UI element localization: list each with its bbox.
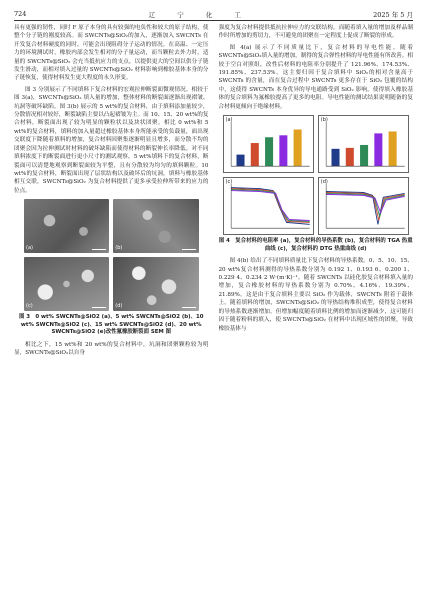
scale-bar — [92, 307, 106, 309]
thermal-conductivity-plot — [319, 116, 408, 172]
paragraph: 图 4(b) 给出了不同填料质量比下复合材料的导热系数。0、5、10、15、20 wt%复合材料测得的导热系数分别为 0.192 1、0.193 6、0.200 1、0.229 4、0.234 2 W·(m·K)⁻¹。随着 SWCNTs 以硅化胶复合材料填入量的增加，复合橡胶材料的导热系数分别为 0.70%、4.16%、19.39%、21.89%。这是由于复合填料主要以 SiO₂ 作为载体，SWCNTs 附着于载体上。随着填料的增加，SWCNTs@SiO₂ 的导热结构堆积成型，使得复合材料的导热系数逐渐增加。但增加幅度随着填料比例的增加而逐渐减少，这可能归因于随着粉料的填入，使 SWCNTs@SiO₂ 在材料中出现区域性的团聚，导致橡胶基体与 — [218, 258, 413, 332]
figure-4-caption: 图 4 复合材料的电阻率 (a)，复合材料的导热系数 (b)，复合材料的 TGA 热重曲线 (c)，复合材料的 DTG 热重曲线 (d) — [218, 238, 413, 252]
series-line — [231, 190, 310, 222]
panel-label: (a) — [225, 117, 233, 124]
paragraph: 相比之下，15 wt%和 20 wt%的复合材料中，坑洞和团聚颗粒较为明显，SWCNTs@SiO₂以自身 — [14, 341, 209, 357]
sem-image-grid — [14, 199, 209, 311]
panel-label: (c) — [26, 303, 33, 310]
bar — [346, 148, 354, 166]
paragraph: 图 3 分别展示了不同填料下复合材料的宏观拉伸断裂面微观情况。相较于图 3(a)，SWCNTs@SiO₂ 填入量的增加，整体材料的断裂面逐渐出现褶皱、坑洞等破坏缺陷。图 3(b) 展示的 5 wt%的复合材料，由于填料添加量较少，分散情况相对较好，断裂缺陷主要以凸起褶皱为主。而 10、15、20 wt%的复合材料，断裂面出现了较为明显的颗粒状以及块状团聚。相比 0 wt%和 5 wt%的复合材料，填料的加入量超过橡胶基体本身所能承受的负载量，面出现交联度下降随着填料的增加，复合材料因聚集逐渐明显且增多，而分散不均的团聚会因为拉伸测试时材料的破坏缺陷而使得材料的断裂伸长率降低。对不同填料浓度下的断裂面进行更小尺寸的测试观察，5 wt%填料下的复合材料，断裂面可以清楚地观察到断裂面较为平整，且有分散较为均匀的填料颗粒。10 wt%的复合材料，断裂面出现了层状结构以及破坏后的坑洞，填料与橡胶基体相互交联，SWCNTs@SiO₂ 为复合材料提供了更多承受拉伸所带来的应力的位点。 — [14, 86, 209, 194]
paragraph: 强度为复合材料提供抵抗拉伸应力的交联结构，而随着填入量的增加及样品制作时所增加的剪切力，不可避免的团聚在一定程度上促成了断裂的形成。 — [218, 25, 413, 40]
figure-3-caption: 图 3 0 wt% SWCNTs@SiO2 (a)、5 wt% SWCNTs@SiO2 (b)、10 wt% SWCNTs@SiO2 (c)、15 wt% SWCNTs@SiO2 (d)、20 wt% SWCNTs@SiO2 (e)改性氟橡胶断裂面 SEM 图 — [18, 314, 204, 336]
left-column — [14, 24, 209, 595]
bar — [250, 143, 258, 166]
bar — [374, 133, 382, 166]
page-header — [14, 8, 413, 21]
series-line — [231, 189, 310, 223]
scale-bar — [182, 307, 196, 309]
series-line — [326, 194, 405, 212]
figure-4-panels — [219, 115, 414, 235]
series-line — [231, 191, 310, 221]
sem-image-d — [113, 257, 198, 311]
panel-label: (d) — [320, 179, 328, 186]
figure-3 — [14, 199, 209, 337]
resistivity-plot — [224, 116, 313, 172]
right-column — [219, 24, 414, 595]
panel-label: (c) — [225, 179, 233, 186]
bar — [360, 145, 368, 166]
scale-bar — [182, 249, 196, 251]
two-column-body — [14, 24, 413, 595]
scale-bar — [92, 249, 106, 251]
panel-label: (b) — [320, 117, 328, 124]
bar — [331, 149, 339, 166]
plot-panel-a — [223, 115, 314, 173]
sem-image-c — [24, 257, 109, 311]
page-number: 724 — [14, 10, 27, 18]
journal-title: 辽 宁 化 工 — [148, 10, 251, 19]
sem-image-b — [113, 199, 198, 253]
bar — [265, 137, 273, 166]
panel-label: (b) — [115, 245, 123, 252]
series-line — [326, 193, 405, 221]
paragraph: 具有更强的韧性，同时 F 原子本身的具有较强的电负性和较大的原子结构，使整个分子链的刚度较高。而 SWCNTs@SiO₂的加入，逐渐加入 SWCNTs 在开发复合材料硬度的同时，可能会出现阻碍分子运动的情况。在高温、一定压力的环境测试时，橡胶内部会发生相对的分子量运动，而当颗粒去外力时，适量的 SWCNTs@SiO₂ 会充当抵抗应力的支点，以提供更大的空间以供分子链发生滑动，而相对填入过量的 SWCNTs@SiO₂ 材料影响到橡胶基体本身的分子链恢复，使得材料发生更大程度的永久形变。 — [14, 25, 209, 82]
issue-date: 2025 年 5 月 — [373, 10, 413, 19]
plot-panel-c — [223, 177, 314, 235]
sem-image-a — [24, 199, 109, 253]
panel-label: (d) — [115, 303, 123, 310]
panel-label: (a) — [26, 245, 33, 252]
tga-curve-plot — [224, 178, 313, 234]
paragraph: 图 4(a) 展示了不同质量比下，复合材料的导电性能。随着 SWCNTs@SiO₂填入量的增加，制得的复合弹性材料的导电性能有所改善。相较于空白对照组，改性后材料的电阻率分别提升了 121.96%、174.53%、191.85%、237.53%。这主要归因于复合填料中 SiO₂的相对含量高于 SWCNTs 的含量，而在复合过程中 SWCNTs 更多存在于 SiO₂ 包覆的结构中，这使得 SWCNTs 本身优异的导电通路受到 SiO₂ 影响，使得填入橡胶基体的复合填料为氟橡胶提高了更多的电阻。导电性能的测试结果说明随备的复合材料更倾向于绝缘材料。 — [218, 44, 413, 110]
bar — [236, 155, 244, 167]
bar — [388, 132, 396, 167]
plot-panel-d — [318, 177, 409, 235]
dtg-curve-plot — [319, 178, 408, 234]
figure-4 — [219, 115, 414, 253]
bar — [293, 130, 301, 167]
plot-panel-b — [318, 115, 409, 173]
bar — [279, 135, 287, 166]
